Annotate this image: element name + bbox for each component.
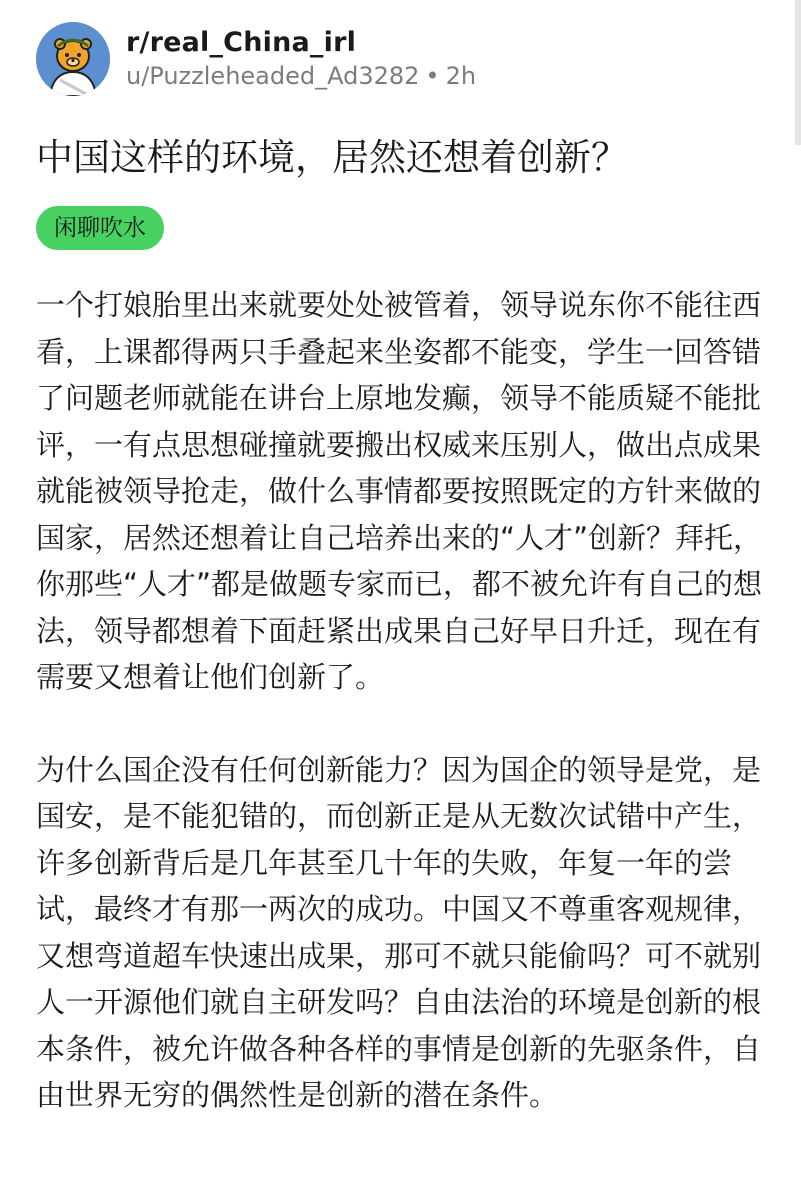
post-age: 2h bbox=[445, 62, 477, 90]
post-flair[interactable]: 闲聊吹水 bbox=[36, 206, 164, 250]
author-username[interactable]: u/Puzzleheaded_Ad3282 bbox=[126, 62, 420, 90]
separator-dot: • bbox=[425, 62, 440, 90]
body-paragraph: 为什么国企没有任何创新能力？因为国企的领导是党，是国安，是不能犯错的，而创新正是从无数次试错中产生，许多创新背后是几年甚至几十年的失败，年复一年的尝试，最终才有那一两次的成功。中国又不尊重客观规律，又想弯道超车快速出成果，那可不就只能偷吗？可不就别人一开源他们就自主研发吗？自由法治的环境是创新的根本条件，被允许做各种各样的事情是创新的先驱条件，自由世界无穷的偶然性是创新的潜在条件。 bbox=[36, 752, 762, 1112]
subreddit-name[interactable]: r/real_China_irl bbox=[126, 27, 357, 58]
avatar[interactable] bbox=[36, 22, 110, 96]
post-header bbox=[36, 22, 476, 96]
post-title: 中国这样的环境，居然还想着创新？ bbox=[36, 136, 628, 179]
post-meta bbox=[126, 26, 476, 92]
snoo-avatar-icon bbox=[36, 22, 110, 96]
scrollbar[interactable] bbox=[795, 0, 801, 145]
post-body bbox=[36, 282, 764, 1119]
author-line bbox=[126, 60, 476, 92]
body-paragraph: 一个打娘胎里出来就要处处被管着，领导说东你不能往西看，上课都得两只手叠起来坐姿都不能变，学生一回答错了问题老师就能在讲台上原地发癫，领导不能质疑不能批评，一有点思想碰撞就要搬出权威来压别人，做出点成果就能被领导抢走，做什么事情都要按照既定的方针来做的国家，居然还想着让自己培养出来的“人才”创新？拜托，你那些“人才”都是做题专家而已，都不被允许有自己的想法，领导都想着下面赶紧出成果自己好早日升迁，现在有需要又想着让他们创新了。 bbox=[36, 288, 763, 694]
